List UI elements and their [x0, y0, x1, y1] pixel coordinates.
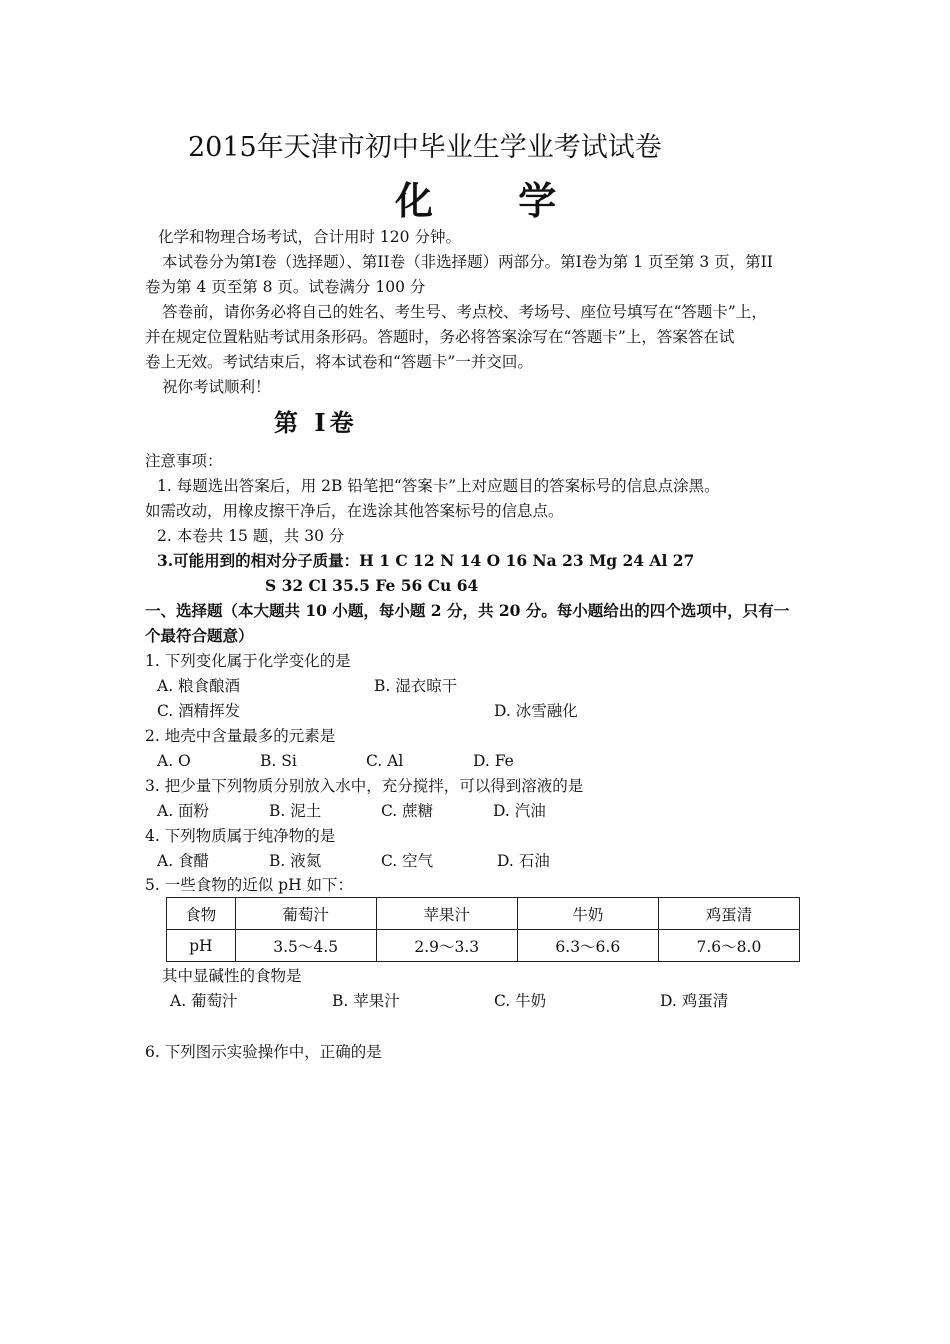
intro-line: 答卷前，请你务必将自己的姓名、考生号、考点校、考场号、座位号填写在“答题卡”上，	[162, 303, 767, 321]
option-c: C. 酒精挥发	[157, 702, 241, 720]
option-b: B. Si	[260, 752, 297, 770]
option-a: A. 食醋	[157, 852, 210, 870]
note-line: 1. 每题选出答案后，用 2B 铅笔把“答案卡”上对应题目的答案标号的信息点涂黑。	[157, 477, 720, 495]
section-heading: 个最符合题意）	[145, 626, 254, 645]
option-d: D. 冰雪融化	[494, 702, 578, 720]
table-cell: 食物	[167, 898, 236, 930]
question-stem: 4. 下列物质属于纯净物的是	[145, 827, 336, 845]
intro-line: 卷为第 4 页至第 8 页。试卷满分 100 分	[145, 278, 426, 296]
question-stem: 1. 下列变化属于化学变化的是	[145, 652, 351, 670]
option-a: A. O	[157, 752, 191, 770]
option-d: D. 鸡蛋清	[660, 992, 729, 1010]
option-b: B. 液氮	[269, 852, 322, 870]
intro-line: 祝你考试顺利！	[162, 378, 271, 396]
intro-line: 卷上无效。考试结束后，将本试卷和“答题卡”一并交回。	[145, 353, 533, 371]
question-stem: 3. 把少量下列物质分别放入水中，充分搅拌，可以得到溶液的是	[145, 777, 584, 795]
table-cell: 7.6～8.0	[658, 930, 799, 962]
intro-line: 并在规定位置粘贴考试用条形码。答题时，务必将答案涂写在“答题卡”上，答案答在试	[145, 328, 735, 346]
option-c: C. 空气	[381, 852, 434, 870]
option-b: B. 泥土	[269, 802, 322, 820]
intro-line: 本试卷分为第I卷（选择题）、第II卷（非选择题）两部分。第I卷为第 1 页至第 3 页，第II	[162, 253, 773, 271]
table-cell: 苹果汁	[376, 898, 517, 930]
table-cell: 葡萄汁	[235, 898, 376, 930]
table-cell: 牛奶	[517, 898, 658, 930]
option-c: C. Al	[366, 752, 404, 770]
subject-title: 化 学	[395, 178, 593, 223]
note-line: S 32 Cl 35.5 Fe 56 Cu 64	[265, 576, 479, 595]
option-a: A. 面粉	[157, 802, 210, 820]
note-line: 3.可能用到的相对分子质量：H 1 C 12 N 14 O 16 Na 23 Mg 24 Al 27	[157, 551, 695, 570]
volume-title: 第 I卷	[274, 408, 358, 437]
table-cell: 6.3～6.6	[517, 930, 658, 962]
note-line: 2. 本卷共 15 题，共 30 分	[157, 527, 345, 545]
option-d: D. 汽油	[493, 802, 546, 820]
exam-title: 2015年天津市初中毕业生学业考试试卷	[188, 132, 662, 163]
table-row	[167, 930, 800, 962]
option-a: A. 葡萄汁	[170, 992, 238, 1010]
intro-line: 化学和物理合场考试，合计用时 120 分钟。	[158, 228, 461, 246]
notes-heading: 注意事项：	[145, 452, 223, 470]
table-cell: 鸡蛋清	[658, 898, 799, 930]
table-cell: 3.5～4.5	[235, 930, 376, 962]
table-cell: pH	[167, 930, 236, 962]
ph-table	[166, 897, 800, 962]
section-heading: 一、选择题（本大题共 10 小题，每小题 2 分，共 20 分。每小题给出的四个选项中，只有一	[145, 601, 790, 620]
option-d: D. 石油	[497, 852, 550, 870]
note-line: 如需改动，用橡皮擦干净后，在选涂其他答案标号的信息点。	[145, 502, 564, 520]
option-a: A. 粮食酿酒	[157, 677, 241, 695]
question-stem: 6. 下列图示实验操作中，正确的是	[145, 1043, 382, 1061]
option-b: B. 苹果汁	[332, 992, 400, 1010]
table-header-row	[167, 898, 800, 930]
option-c: C. 牛奶	[494, 992, 547, 1010]
option-c: C. 蔗糖	[381, 802, 434, 820]
question-stem: 2. 地壳中含量最多的元素是	[145, 727, 336, 745]
question-stem: 5. 一些食物的近似 pH 如下：	[145, 876, 354, 894]
option-b: B. 湿衣晾干	[374, 677, 458, 695]
question-prompt: 其中显碱性的食物是	[162, 967, 302, 985]
table-cell: 2.9～3.3	[376, 930, 517, 962]
option-d: D. Fe	[473, 752, 514, 770]
